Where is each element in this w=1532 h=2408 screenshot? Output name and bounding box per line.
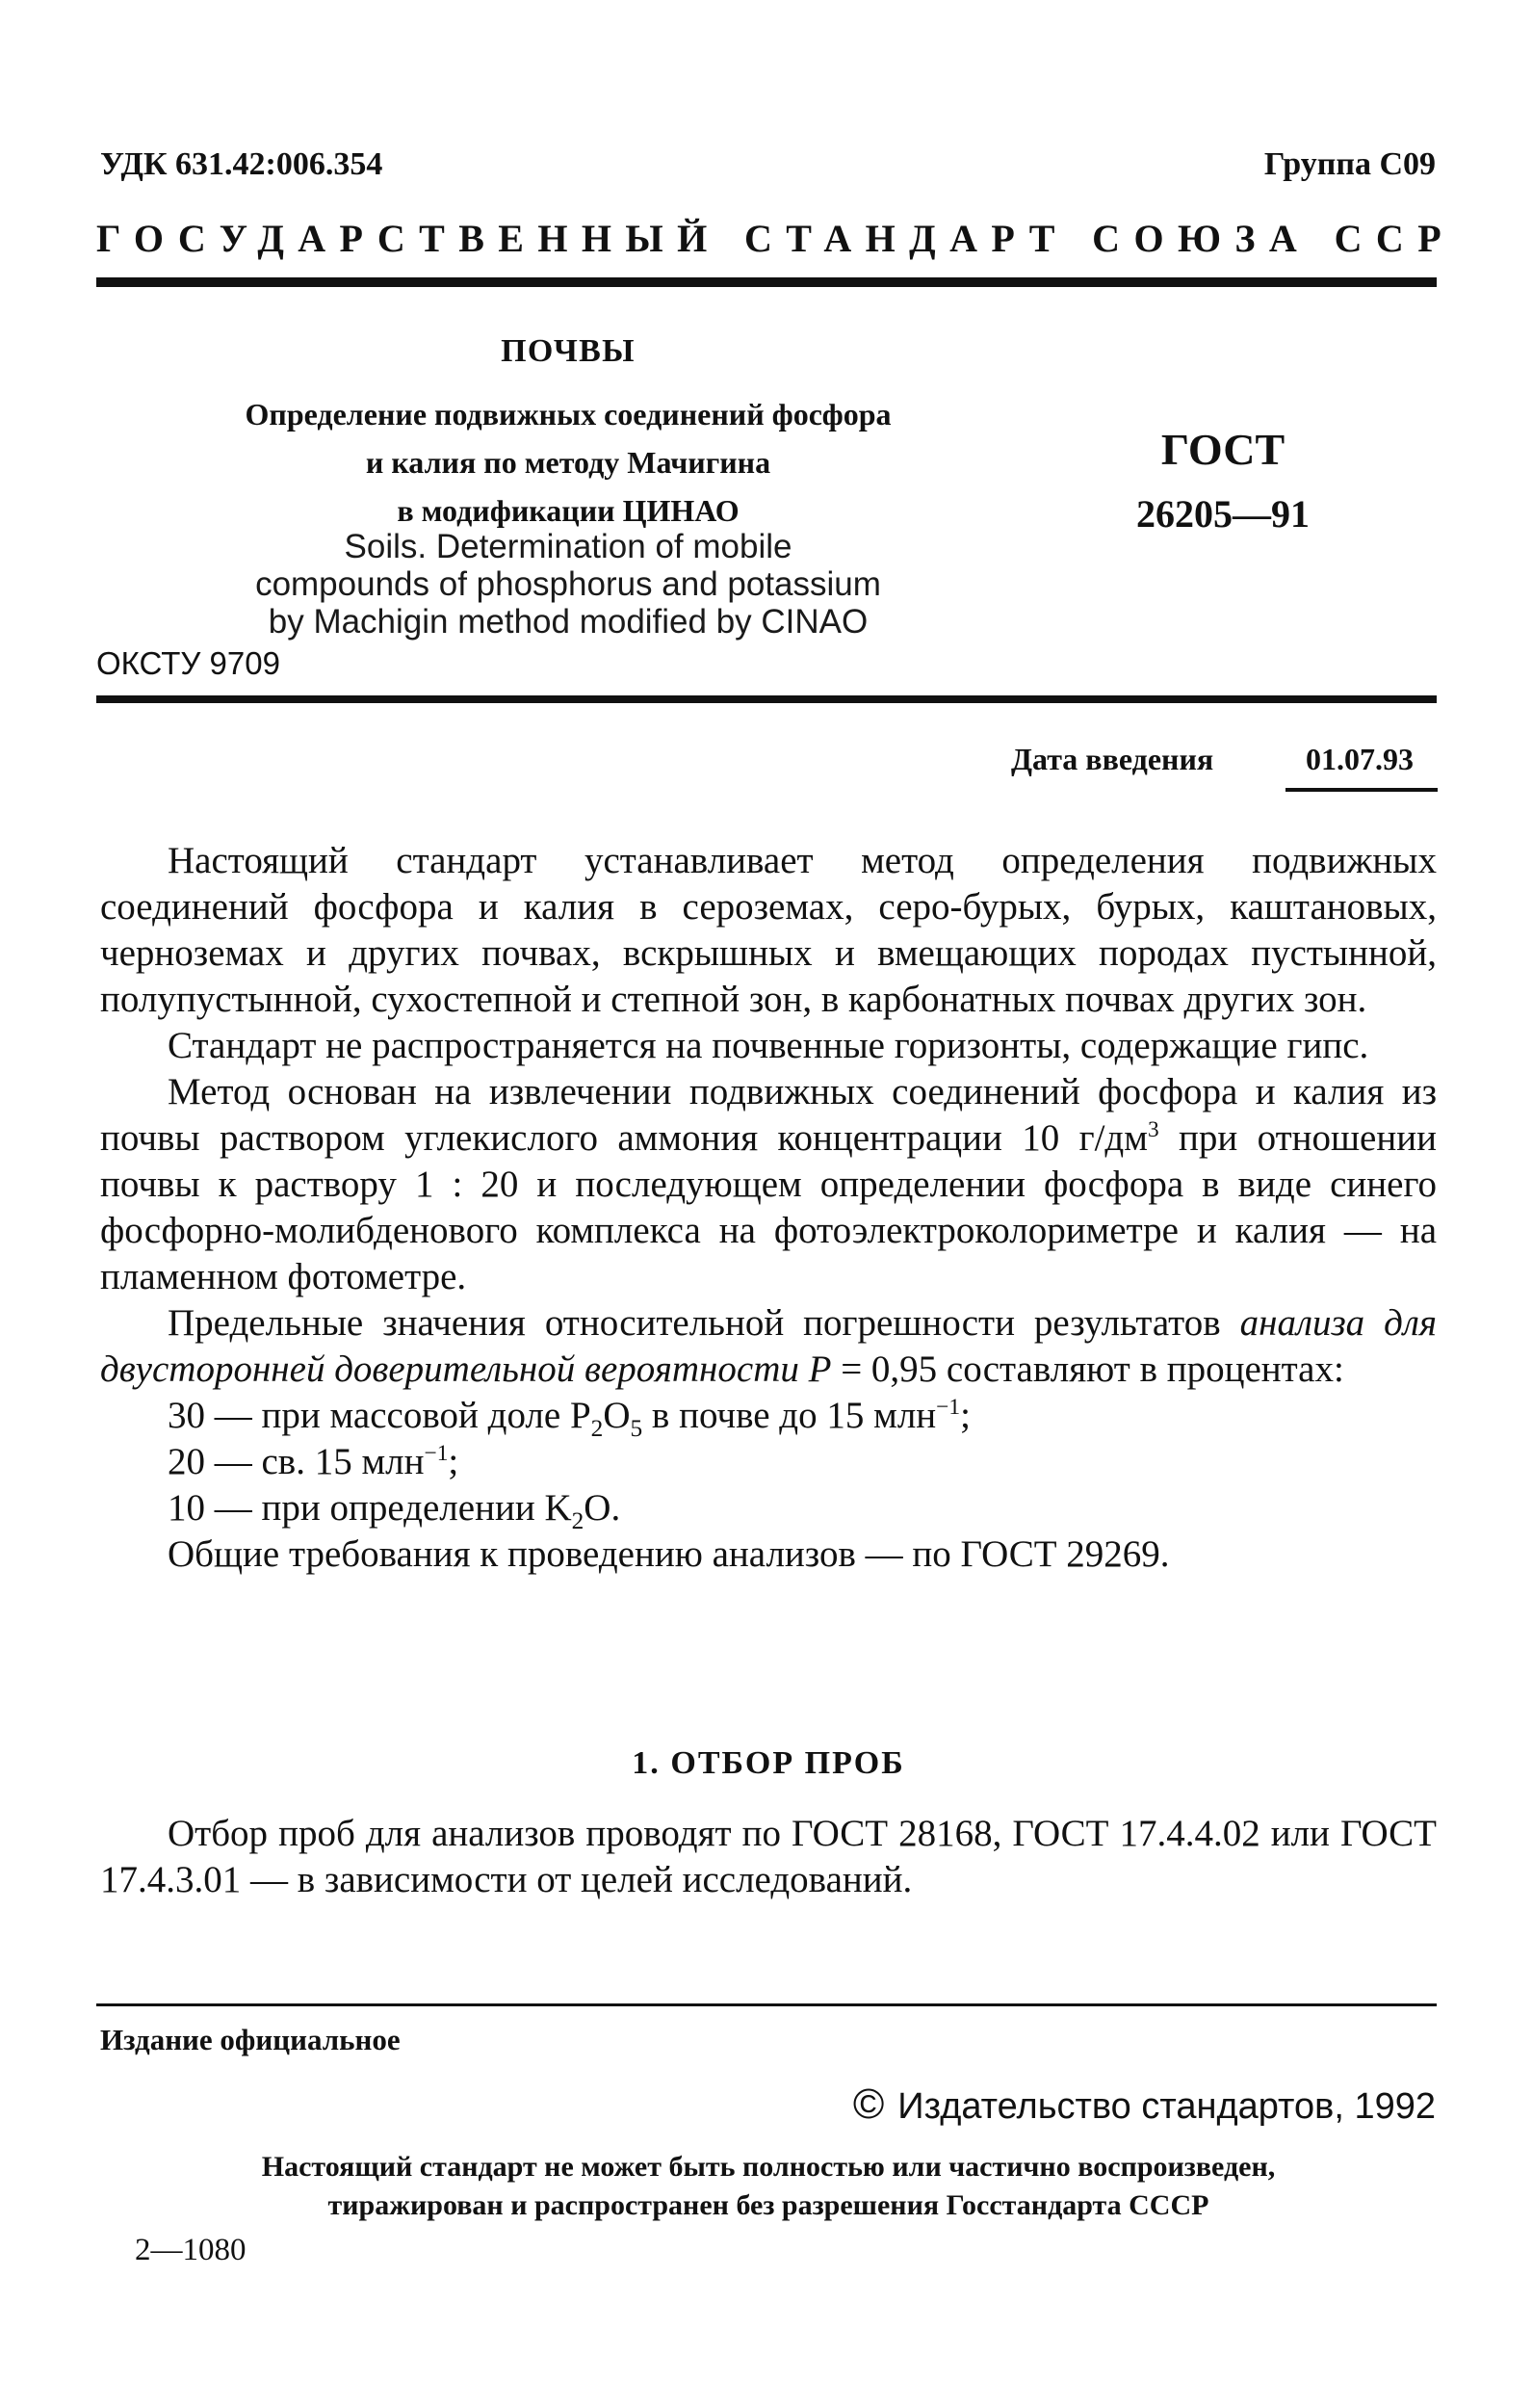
english-subtitle-line-3: by Machigin method modified by CINAO [268,603,869,641]
oksty-code: ОКСТУ 9709 [96,645,280,681]
section-1-text [100,1811,1437,1903]
english-subtitle [183,528,953,641]
list-item-3-end: O. [584,1487,621,1529]
paragraph-scope: Настоящий стандарт устанавливает метод определения подвижных соединений фосфора и калия в сероземах, серо-бурых, бурых, каштановых, черноземах и других почвах, вскрышных и вмещающих породах пустынной, полупустынной, сухостепной и степной зон, в карбонатных почвах других зон. [100,840,1437,1020]
russian-subtitle-line-1: Определение подвижных соединений фосфора [245,397,892,432]
title-block-divider [96,695,1437,703]
standard-title: ГОСУДАРСТВЕННЫЙ СТАНДАРТ СОЮЗА ССР [96,217,1456,260]
paragraph-general-requirements: Общие требования к проведению анализов — по ГОСТ 29269. [168,1533,1170,1575]
error-text-a: Предельные значения относительной погрешности результатов [168,1302,1240,1344]
reproduction-notice-line-1: Настоящий стандарт не может быть полностью или частично воспроизведен, [261,2151,1276,2183]
intro-date-underline [1285,788,1438,792]
list-item-2-text: 20 — св. 15 млн [168,1441,425,1482]
list-item [100,1485,1437,1534]
list-item-1-sup: −1 [936,1395,961,1420]
list-item-1-text: 30 — при массовой доле P [168,1395,591,1436]
gost-label: ГОСТ [1160,425,1285,474]
method-text-b: при отношении почвы к раствору 1 : 20 и последующем определении фосфора в виде синего фосфорно-молибденового комплекса на фотоэлектроколориметре и калия — на пламенном фотометре. [100,1117,1437,1297]
russian-subtitle [183,390,953,535]
section-1-paragraph: Отбор проб для анализов проводят по ГОСТ 28168, ГОСТ 17.4.4.02 или ГОСТ 17.4.3.01 — в зависимости от целей исследований. [100,1813,1437,1900]
english-subtitle-line-2: compounds of phosphorus and potassium [255,565,881,603]
footer-divider [96,2003,1437,2006]
copyright-line [853,2081,1436,2129]
russian-subtitle-line-3: в модификации ЦИНАО [397,493,740,528]
page-code: 2—1080 [135,2233,247,2267]
reproduction-notice [100,2148,1437,2225]
official-edition-label: Издание официальное [100,2023,401,2056]
list-item [100,1439,1437,1485]
paragraph-exclusion: Стандарт не распространяется на почвенные горизонты, содержащие гипс. [168,1025,1369,1066]
gost-number: 26205—91 [1136,492,1310,536]
list-item-1-end: ; [960,1395,971,1436]
paragraph-error-limits [100,1300,1437,1393]
document-title: ПОЧВЫ [501,333,636,369]
section-1-title: 1. ОТБОР ПРОБ [632,1745,905,1781]
list-item-3-sub: 2 [571,1506,584,1534]
list-item-2-sup: −1 [424,1441,449,1466]
list-item [100,1393,1437,1442]
list-item-3-text: 10 — при определении K [168,1487,572,1529]
body-text [100,838,1437,1578]
copyright-text: Издательство стандартов, 1992 [897,2086,1436,2127]
method-text-a: Метод основан на извлечении подвижных соединений фосфора и калия из почвы раствором углекислого аммония концентрации 10 г/дм [100,1071,1437,1159]
header-divider [96,277,1437,287]
intro-date-value: 01.07.93 [1306,742,1414,776]
group-code: Группа С09 [1263,146,1436,182]
udk-code: УДК 631.42:006.354 [100,146,383,182]
list-item-1-sub-2: 5 [630,1414,643,1442]
list-item-1-text-b: в почве до 15 млн [642,1395,937,1436]
paragraph-method [100,1069,1437,1300]
intro-date-label: Дата введения [1011,742,1214,776]
method-superscript: 3 [1147,1117,1159,1142]
list-item-2-end: ; [448,1441,459,1482]
error-text-b: = 0,95 составляют в процентах: [831,1348,1344,1390]
russian-subtitle-line-2: и калия по методу Мачигина [365,445,771,480]
list-item-1-mid: O [603,1395,631,1436]
copyright-icon: © [852,2081,885,2128]
english-subtitle-line-1: Soils. Determination of mobile [344,528,792,565]
reproduction-notice-line-2: тиражирован и распространен без разрешения Госстандарта СССР [327,2189,1209,2221]
list-item-1-sub-1: 2 [590,1414,604,1442]
error-text-italic: анализа для двусторонней доверительной вероятности P [100,1302,1437,1390]
